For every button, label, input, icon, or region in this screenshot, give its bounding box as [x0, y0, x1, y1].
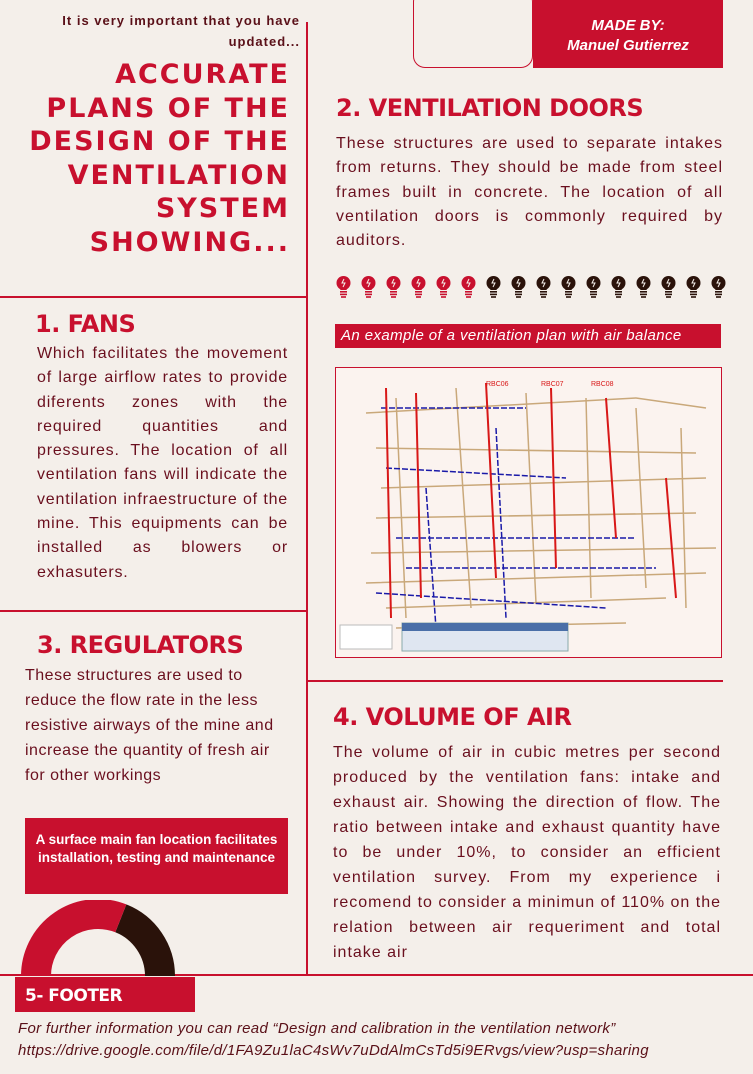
- lightbulb-icon: [561, 276, 576, 298]
- intro-text: It is very important that you have updated...: [62, 13, 300, 49]
- lightbulb-icon: [361, 276, 376, 298]
- lightbulb-icon: [511, 276, 526, 298]
- map-label: RBC06: [486, 381, 509, 388]
- lightbulb-icon: [436, 276, 451, 298]
- lightbulb-icon: [461, 276, 476, 298]
- divider: [0, 610, 307, 612]
- lightbulb-icon: [611, 276, 626, 298]
- map-label: RBC07: [541, 381, 564, 388]
- lightbulb-row: [336, 276, 726, 298]
- decorative-box: [413, 0, 533, 68]
- lightbulb-icon: [586, 276, 601, 298]
- gauge-chart: [18, 900, 178, 976]
- lightbulb-icon: [686, 276, 701, 298]
- regulators-heading: 3. REGULATORS: [37, 631, 244, 659]
- divider: [0, 296, 307, 298]
- lightbulb-icon: [711, 276, 726, 298]
- fans-heading: 1. FANS: [35, 310, 136, 338]
- footer-link[interactable]: https://drive.google.com/file/d/1FA9Zu1laC4sWv7uDdAlmCsTd5i9ERvgs/view?usp=sharing: [18, 1042, 649, 1059]
- ventilation-plan-image: [335, 367, 722, 658]
- made-by-banner: [533, 0, 723, 68]
- footer-text: [18, 1018, 748, 1062]
- divider-vertical: [306, 22, 308, 975]
- lightbulb-icon: [636, 276, 651, 298]
- doors-body: These structures are used to separate intakes from returns. They should be made from steel frames built in concrete. The location of all ventilation doors is commonly required by auditors.: [336, 135, 723, 250]
- gauge-rest: [121, 918, 160, 976]
- footer-reference: For further information you can read “Design and calibration in the ventilation network”: [18, 1020, 616, 1037]
- map-label: RBC08: [591, 381, 614, 388]
- lightbulb-icon: [536, 276, 551, 298]
- regulators-body: These structures are used to reduce the flow rate in the less resistive airways of the mine and increase the quantity of fresh air for other workings: [25, 667, 274, 784]
- gauge-fill: [36, 914, 121, 976]
- page-title: ACCURATE PLANS OF THE DESIGN OF THE VENTILATION SYSTEM SHOWING...: [29, 59, 290, 258]
- made-by-label: MADE BY:: [591, 17, 665, 34]
- fans-body: Which facilitates the movement of large airflow rates to provide diferents zones with the required quantities and pressures. The location of all ventilation fans will indicate the ventilation infraestructure of the mine. This equipments can be installed as blowers or exhasuters.: [37, 345, 288, 581]
- lightbulb-icon: [486, 276, 501, 298]
- lightbulb-icon: [386, 276, 401, 298]
- volume-body: The volume of air in cubic metres per second produced by the ventilation fans: intake and exhaust air. Showing the direction of flow. The ratio between intake and exhaust quantity have to be under 10%, to consider an efficient ventilation survey. From my experience i recomend to consider a minimun of 110% on the relation between air requeriment and total intake air: [333, 744, 722, 961]
- note-box: A surface main fan location facilitates installation, testing and maintenance: [25, 818, 288, 894]
- volume-heading: 4. VOLUME OF AIR: [333, 703, 572, 731]
- map-caption: An example of a ventilation plan with air balance: [335, 324, 721, 348]
- lightbulb-icon: [411, 276, 426, 298]
- lightbulb-icon: [336, 276, 351, 298]
- author-name: Manuel Gutierrez: [567, 37, 689, 54]
- lightbulb-icon: [661, 276, 676, 298]
- footer-heading: 5- FOOTER: [15, 977, 195, 1012]
- doors-heading: 2. VENTILATION DOORS: [336, 94, 644, 122]
- divider: [307, 680, 723, 682]
